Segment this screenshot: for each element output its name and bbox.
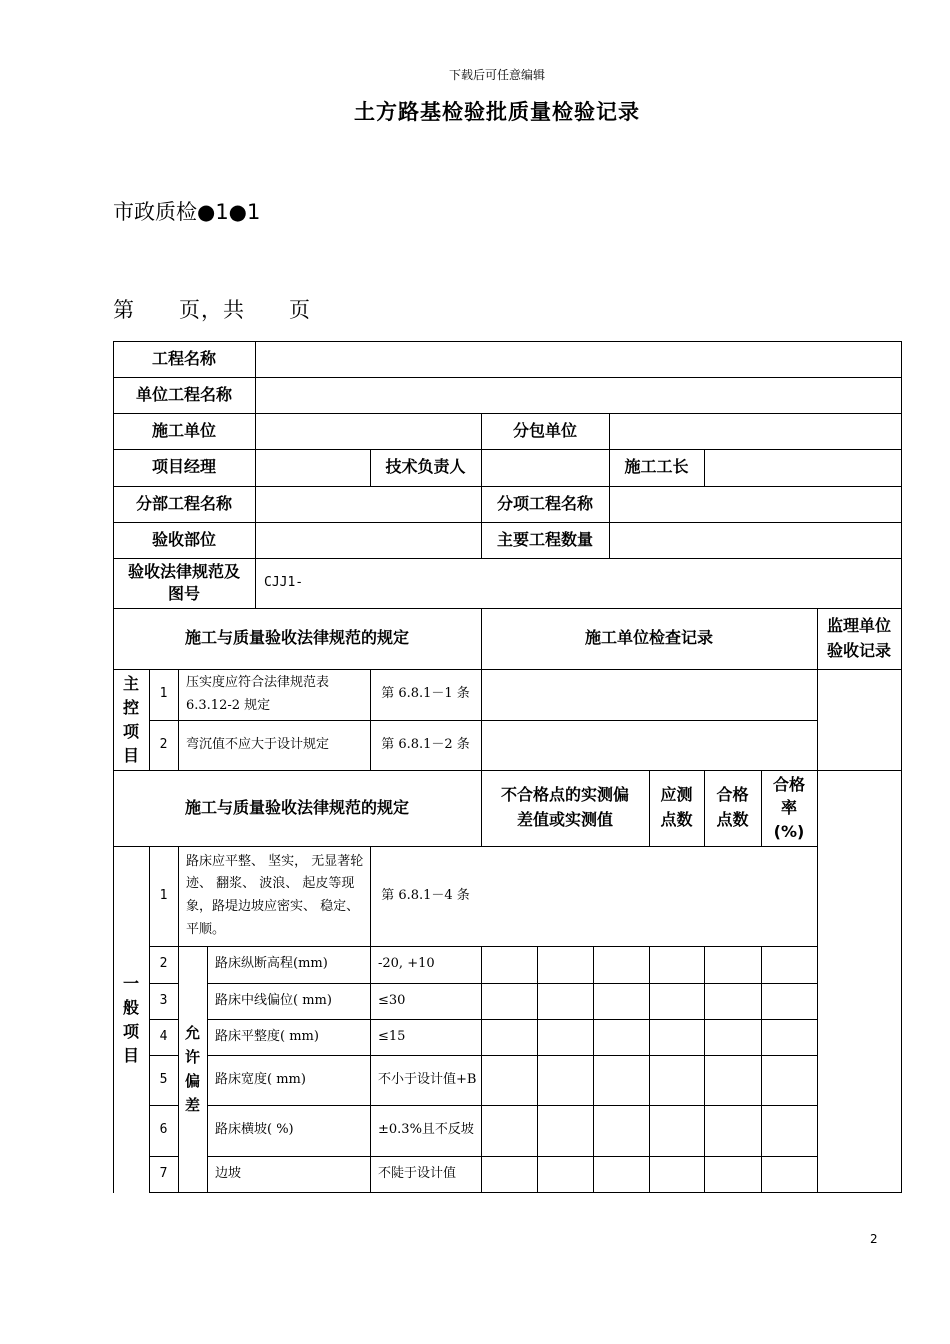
general-item-3-value: ≤30: [378, 992, 406, 1008]
pass-rate-header: 合格率(%): [772, 775, 805, 841]
general-item-1-number: 1: [159, 887, 168, 903]
main-item-2-number: 2: [159, 736, 168, 752]
label-contractor: 施工单位: [151, 420, 216, 440]
general-item-5-value: 不小于设计值+B: [378, 1071, 477, 1087]
general-item-4-number: 4: [159, 1028, 168, 1044]
contractor-field[interactable]: [256, 414, 481, 449]
general-item-4-name: 路床平整度( mm): [215, 1028, 319, 1044]
label-subcontractor: 分包单位: [512, 420, 577, 440]
main-item-2-description: 弯沉值不应大于设计规定: [186, 736, 330, 752]
general-item-1-check-record[interactable]: [482, 847, 817, 946]
grid-line: [901, 341, 902, 1193]
general-item-4-value: ≤15: [378, 1028, 406, 1044]
general-item-4-measurement-cells[interactable]: [482, 1020, 817, 1055]
general-item-1-description: 路床应平整、 坚实， 无显著轮迹、 翻浆、 波浪、 起皮等现象，路堤边坡应密实、 稳定、 平顺。: [186, 853, 364, 937]
project-name-field[interactable]: [256, 342, 901, 377]
measure-points-header: 应测点数: [660, 785, 693, 829]
general-group-label: 一般项目: [123, 973, 140, 1065]
general-item-5-name: 路床宽度( mm): [215, 1071, 306, 1087]
subcontractor-field[interactable]: [610, 414, 901, 449]
page-count-line: 第 页，共 页: [113, 298, 311, 322]
deviation-header: 不合格点的实测偏差值或实测值: [501, 785, 630, 829]
main-quantity-field[interactable]: [610, 523, 901, 558]
standard-field[interactable]: CJJ1-: [264, 575, 304, 591]
general-item-6-measurement-cells[interactable]: [482, 1106, 817, 1156]
rule-header-main: 施工与质量验收法律规范的规定: [184, 628, 409, 648]
page-number: 2: [870, 1232, 878, 1246]
supervisor-record-main[interactable]: [818, 670, 901, 770]
main-item-1-number: 1: [159, 686, 168, 702]
label-inspection-part: 验收部位: [151, 529, 216, 549]
general-item-7-number: 7: [159, 1165, 168, 1181]
general-item-6-value: ±0.3%且不反坡: [378, 1122, 474, 1138]
subdivision-name-field[interactable]: [610, 487, 901, 522]
general-item-7-name: 边坡: [215, 1165, 242, 1181]
general-item-5-measurement-cells[interactable]: [482, 1056, 817, 1105]
general-item-7-measurement-cells[interactable]: [482, 1157, 817, 1192]
inspection-part-field[interactable]: [256, 523, 481, 558]
main-item-1-clause: 第 6.8.1－1 条: [381, 686, 470, 702]
general-item-3-number: 3: [159, 992, 168, 1008]
general-item-3-measurement-cells[interactable]: [482, 984, 817, 1019]
label-foreman: 施工工长: [624, 457, 689, 477]
label-unit-project-name: 单位工程名称: [135, 384, 232, 404]
project-manager-field[interactable]: [256, 450, 370, 486]
general-item-3-name: 路床中线偏位( mm): [215, 992, 332, 1008]
label-division-name: 分部工程名称: [135, 493, 232, 513]
grid-line: [149, 1192, 902, 1193]
general-item-6-name: 路床横坡( %): [215, 1122, 294, 1138]
general-item-2-number: 2: [159, 956, 168, 972]
main-item-2-clause: 第 6.8.1－2 条: [381, 736, 470, 752]
pass-points-header: 合格点数: [716, 785, 749, 829]
general-item-2-name: 路床纵断高程(mm): [215, 956, 328, 972]
page-title: 土方路基检验批质量检验记录: [354, 100, 640, 124]
label-subdivision-name: 分项工程名称: [496, 493, 593, 513]
general-item-2-value: -20, +10: [378, 956, 435, 972]
main-item-2-check-record[interactable]: [482, 721, 817, 770]
foreman-field[interactable]: [705, 450, 901, 486]
unit-project-name-field[interactable]: [256, 378, 901, 413]
download-notice: 下载后可任意编辑: [448, 68, 545, 82]
label-main-quantity: 主要工程数量: [496, 529, 593, 549]
label-technical-lead: 技术负责人: [385, 457, 466, 477]
label-project-name: 工程名称: [151, 348, 216, 368]
division-name-field[interactable]: [256, 487, 481, 522]
main-item-1-check-record[interactable]: [482, 670, 817, 720]
tolerance-label: 允许偏差: [184, 1024, 200, 1114]
supervisor-header: 监理单位验收记录: [826, 615, 891, 660]
general-item-1-clause: 第 6.8.1－4 条: [381, 887, 470, 903]
technical-lead-field[interactable]: [482, 450, 609, 486]
main-item-1-description: 压实度应符合法律规范表 6.3.12-2 规定: [186, 675, 330, 713]
general-item-7-value: 不陡于设计值: [378, 1165, 457, 1181]
form-code: 市政质检●1●1: [113, 200, 261, 224]
check-header: 施工单位检查记录: [584, 628, 713, 648]
general-item-6-number: 6: [159, 1122, 168, 1138]
rule-header-general: 施工与质量验收法律规范的规定: [184, 797, 409, 817]
label-project-manager: 项目经理: [151, 457, 216, 477]
general-item-5-number: 5: [159, 1071, 168, 1087]
supervisor-record-general[interactable]: [818, 771, 901, 1192]
general-item-2-measurement-cells[interactable]: [482, 947, 817, 983]
main-control-group-label: 主控项目: [123, 673, 140, 765]
label-standard: 验收法律规范及图号: [127, 561, 240, 603]
